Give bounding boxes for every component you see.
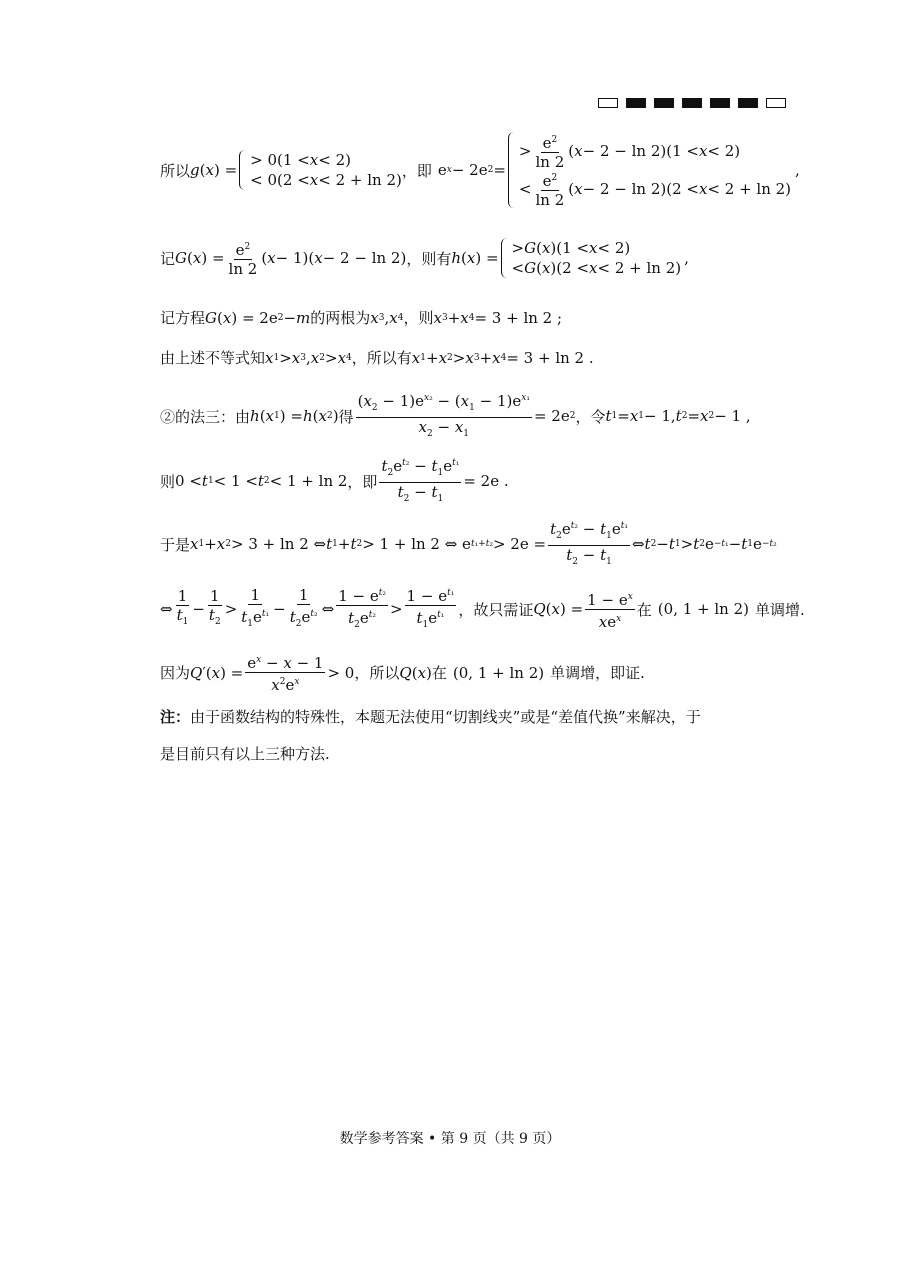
cases-g: > 0(1 < x < 2) < 0(2 < x < 2 + ln 2): [237, 150, 402, 190]
note-text-2: 是目前只有以上三种方法.: [160, 745, 330, 763]
text-de: 得: [338, 407, 354, 426]
text-you-shangshu: 由上述不等式知: [160, 349, 266, 367]
text-zeyou: ，则有: [406, 249, 452, 268]
text-dantiaozeng: 单调增.: [755, 600, 805, 619]
cases-ex: > $\frac{e^2}{\ln 2}$ ( x − 2 − ln 2)(1 < x < 2) < $\frac{e^2}{\ln 2}$ ( x − 2 − ln 2)(2 < x < 2 + ln 2): [506, 132, 791, 208]
header-box-filled: [654, 98, 674, 108]
header-box-empty: [766, 98, 786, 108]
text-ji: ，即: [401, 161, 432, 180]
note-line-1: [160, 706, 701, 727]
line-equivalence-1: 于是 x 1 + x 2 > 3 + ln 2 ⇔ t 1 + t 2 > 1 + ln 2 ⇔ e t₁+t₂ > 2e = $\frac{t_2e^{t_2} - t_1e^{t_1}}{t_2 - t_1}$ ⇔ t 2 − t 1 > t 2 e −t₁ − t 1 e −t₂: [160, 520, 777, 567]
text-suoyi-you: ，所以有: [351, 349, 412, 367]
text-suoyi2: ，所以: [354, 664, 400, 682]
text-ling: ，令: [575, 407, 606, 426]
header-box-empty: [598, 98, 618, 108]
text-ji-G: 记: [160, 249, 176, 268]
text-yinwei: 因为: [160, 664, 191, 682]
cases-h: > G ( x )(1 < x < 2) < G ( x )(2 < x < 2 + ln 2): [499, 238, 682, 278]
line-roots: 记方程 G ( x ) = 2e 2 − m 的两根为 x 3 , x 4 ，则 x 3 + x 4 = 3 + ln 2 ;: [160, 308, 563, 327]
note-label: 注：: [160, 708, 191, 726]
note-line-2: [160, 743, 330, 764]
header-box-filled: [626, 98, 646, 108]
note-text-1: 由于函数结构的特殊性，本题无法使用“切割线夹”或是“差值代换”来解决，于: [190, 708, 701, 726]
header-marker: [598, 98, 786, 108]
line-method-3: ②的法三：由 h ( x 1 ) = h ( x 2 ) 得 $\frac{(x_2 - 1)e^{x_2} - (x_1 - 1)e^{x_1}}{x_2 - x_1}$ = 2e 2 ，令 t 1 = x 1 − 1, t 2 = x 2 − 1 ,: [160, 392, 751, 439]
line-derivative: 因为 Q ′( x ) = $\frac{e^x - x - 1}{x^2e^x}$ > 0 ，所以 Q ( x ) 在 (0, 1 + ln 2) 单调增，即证.: [160, 654, 645, 694]
text-ze-line: 则: [160, 472, 176, 491]
page-footer: 数学参考答案 • 第 9 页（共 9 页）: [339, 1131, 561, 1147]
line-G-def: 记 G ( x ) = $\frac{e^2}{\ln 2}$ ( x − 1)( x − 2 − ln 2) ，则有 h ( x ) = > G ( x )(1 < x < 2) < G ( x )(2 < x < 2 + ln 2) ,: [160, 239, 689, 278]
text-suoyi: 所以: [160, 161, 191, 180]
text-liang-gen: 的两根为: [310, 309, 371, 327]
text-dantiaozeng-jizheng: 单调增，即证.: [550, 664, 645, 682]
text-zai-2: 在: [431, 664, 447, 682]
header-box-filled: [710, 98, 730, 108]
line-g-cases: 所以 g ( x ) = > 0(1 < x < 2) < 0(2 < x < 2 + ln 2) ，即 e x − 2e 2 = > $\frac{e^2}{\ln 2}$ ( x − 2 − ln 2)(1 < x < 2) < $\frac{e^2}{\ln 2}$ ( x − 2 − ln 2)(2 < x < 2 + ln 2) ,: [160, 134, 800, 209]
text-yushi: 于是: [160, 535, 191, 554]
text-fa-san: ②的法三：由: [160, 407, 251, 426]
text-guzhi: ，故只需证: [458, 600, 534, 619]
text-jifangcheng: 记方程: [160, 309, 206, 327]
text-ze: ，则: [403, 309, 434, 327]
line-conclusion-1: 由上述不等式知 x 1 > x 3 , x 2 > x 4 ，所以有 x 1 + x 2 > x 3 + x 4 = 3 + ln 2 .: [160, 348, 594, 367]
header-box-filled: [682, 98, 702, 108]
line-t-range: 则 0 < t 1 < 1 < t 2 < 1 + ln 2 ，即 $\frac{t_2e^{t_2} - t_1e^{t_1}}{t_2 - t_1}$ = 2e .: [160, 457, 509, 504]
text-zai: 在: [636, 600, 652, 619]
line-equivalence-2: ⇔ $\frac{1}{t_1}$ − $\frac{1}{t_2}$ > $\frac{1}{t_1e^{t_1}}$ − $\frac{1}{t_2e^{t_2}}$ ⇔ $\frac{1 - e^{t_2}}{t_2e^{t_2}}$ > $\frac{1 - e^{t_1}}{t_1e^{t_1}}$ ，故只需证 Q ( x ) = $\frac{1 - e^x}{xe^x}$ 在 (0, 1 + ln 2) 单调增.: [160, 585, 805, 631]
header-box-filled: [738, 98, 758, 108]
text-ji2: ，即: [347, 472, 378, 491]
